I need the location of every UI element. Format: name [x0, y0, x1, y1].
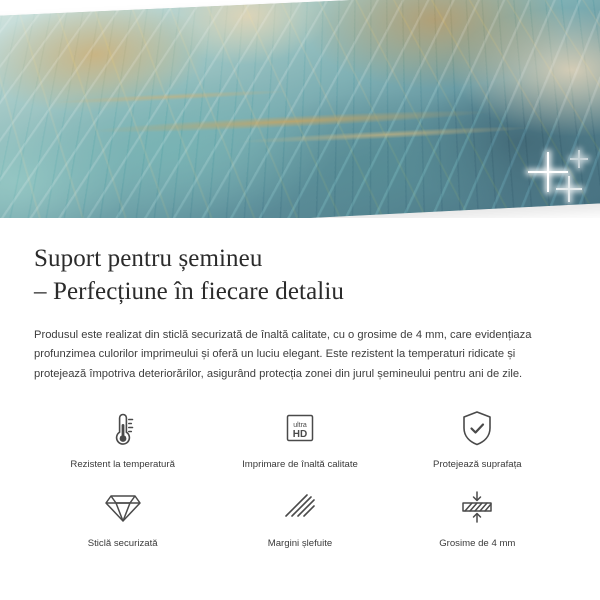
- feature-label: Sticlă securizată: [87, 538, 158, 550]
- feature-label: Margini șlefuite: [267, 538, 333, 550]
- thermometer-icon: [106, 406, 140, 450]
- feature-item-surface-protection: [389, 406, 566, 471]
- marble-glass-panel-image: [0, 0, 600, 218]
- feature-item-print-quality: [211, 406, 388, 471]
- ultra-hd-icon: [280, 406, 320, 450]
- feature-label: Grosime de 4 mm: [439, 538, 516, 550]
- page-title: [34, 242, 566, 308]
- feature-item-tempered-glass: [34, 485, 211, 550]
- feature-label: Rezistent la temperatură: [70, 458, 175, 470]
- thickness-4mm-icon: [455, 485, 499, 529]
- feature-item-thickness: [389, 485, 566, 550]
- hero-image: [0, 0, 600, 218]
- feature-grid: [34, 406, 566, 551]
- feature-item-polished-edges: [211, 485, 388, 550]
- shield-check-icon: [457, 406, 497, 450]
- title-line-2: – Perfecțiune în fiecare detaliu: [34, 278, 344, 305]
- product-description: Produsul este realizat din sticlă securizată de înaltă calitate, cu o grosime de 4 mm, care evidențiaza profunzimea culorilor imprimeului și oferă un luciu elegant. Este rezistent la temperaturi ridicate și protejează împotriva deteriorărilor, asigurând protecția zonei din jurul șemineului pentru ani de zile.: [34, 329, 532, 380]
- diamond-icon: [102, 485, 144, 529]
- svg-text:ultra: ultra: [293, 421, 307, 429]
- feature-label: Protejează suprafața: [433, 458, 522, 470]
- polished-edges-icon: [280, 485, 320, 529]
- feature-label: Imprimare de înaltă calitate: [242, 458, 358, 470]
- marble-gold-overlay: [0, 0, 600, 218]
- feature-item-temperature: [34, 406, 211, 471]
- content-section: [0, 218, 600, 551]
- svg-text:HD: HD: [292, 428, 308, 440]
- title-line-1: Suport pentru șemineu: [34, 245, 263, 272]
